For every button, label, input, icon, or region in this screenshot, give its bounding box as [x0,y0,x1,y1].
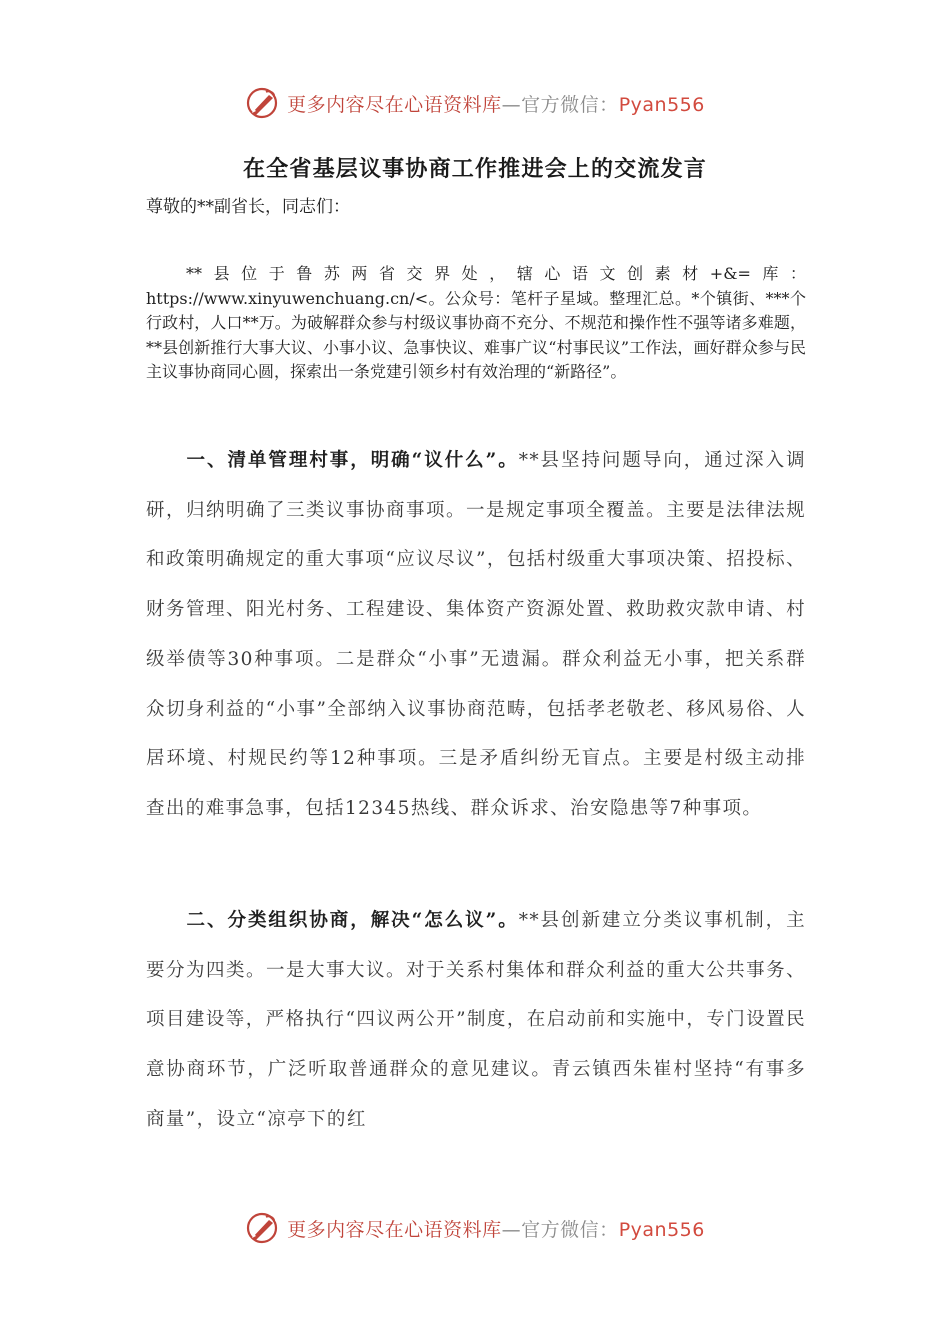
footer-separator: — [501,1218,522,1241]
footer-banner-text [287,1215,705,1242]
header-wechat-label: 官方微信： [521,93,619,116]
footer-brand-text: 更多内容尽在心语资料库 [287,1218,502,1241]
section-2-body: **县创新建立分类议事机制，主要分为四类。一是大事大议。对于关系村集体和群众利益的重大公共事务、项目建设等，严格执行“四议两公开”制度，在启动前和实施中，专门设置民意协商环节，广泛听取普通群众的意见建议。青云镇西朱崔村坚持“有事多商量”，设立“凉亭下的红 [146,910,806,1130]
header-separator: — [501,93,522,116]
pen-logo-icon [245,1211,279,1245]
footer-wechat-label: 官方微信： [521,1218,619,1241]
pen-logo-icon [245,86,279,120]
intro-paragraph [146,262,806,385]
section-1-paragraph [146,436,806,834]
document-title: 在全省基层议事协商工作推进会上的交流发言 [242,156,707,182]
section-1-body: **县坚持问题导向，通过深入调研，归纳明确了三类议事协商事项。一是规定事项全覆盖。主要是法律法规和政策明确规定的重大事项“应议尽议”，包括村级重大事项决策、招投标、财务管理、阳光村务、工程建设、集体资产资源处置、救助救灾款申请、村级举债等30种事项。二是群众“小事”无遗漏。群众利益无小事，把关系群众切身利益的“小事”全部纳入议事协商范畴，包括孝老敬老、移风易俗、人居环境、村规民约等12种事项。三是矛盾纠纷无盲点。主要是村级主动排查出的难事急事，包括12345热线、群众诉求、治安隐患等7种事项。 [146,450,806,819]
header-banner-text [287,90,705,117]
salutation: 尊敬的**副省长，同志们： [146,197,350,217]
header-brand-text: 更多内容尽在心语资料库 [287,93,502,116]
section-1-heading: 一、清单管理村事，明确“议什么”。 [186,450,519,471]
footer-wechat-id: Pyan556 [618,1218,705,1241]
section-2-heading: 二、分类组织协商，解决“怎么议”。 [186,910,519,931]
header-wechat-id: Pyan556 [618,93,705,116]
header-banner [0,83,950,123]
intro-text: **县位于鲁苏两省交界处，辖心语文创素材+&=库：https://www.xinyuwenchuang.cn/<。公众号：笔杆子星域。整理汇总。*个镇街、***个行政村，人口**万。为破解群众参与村级议事协商不充分、不规范和操作性不强等诸多难题，**县创新推行大事大议、小事小议、急事快议、难事广议“村事民议”工作法，画好群众参与民主议事协商同心圆，探索出一条党建引领乡村有效治理的“新路径”。 [146,264,806,381]
section-2-paragraph [146,896,806,1145]
footer-banner [0,1208,950,1248]
